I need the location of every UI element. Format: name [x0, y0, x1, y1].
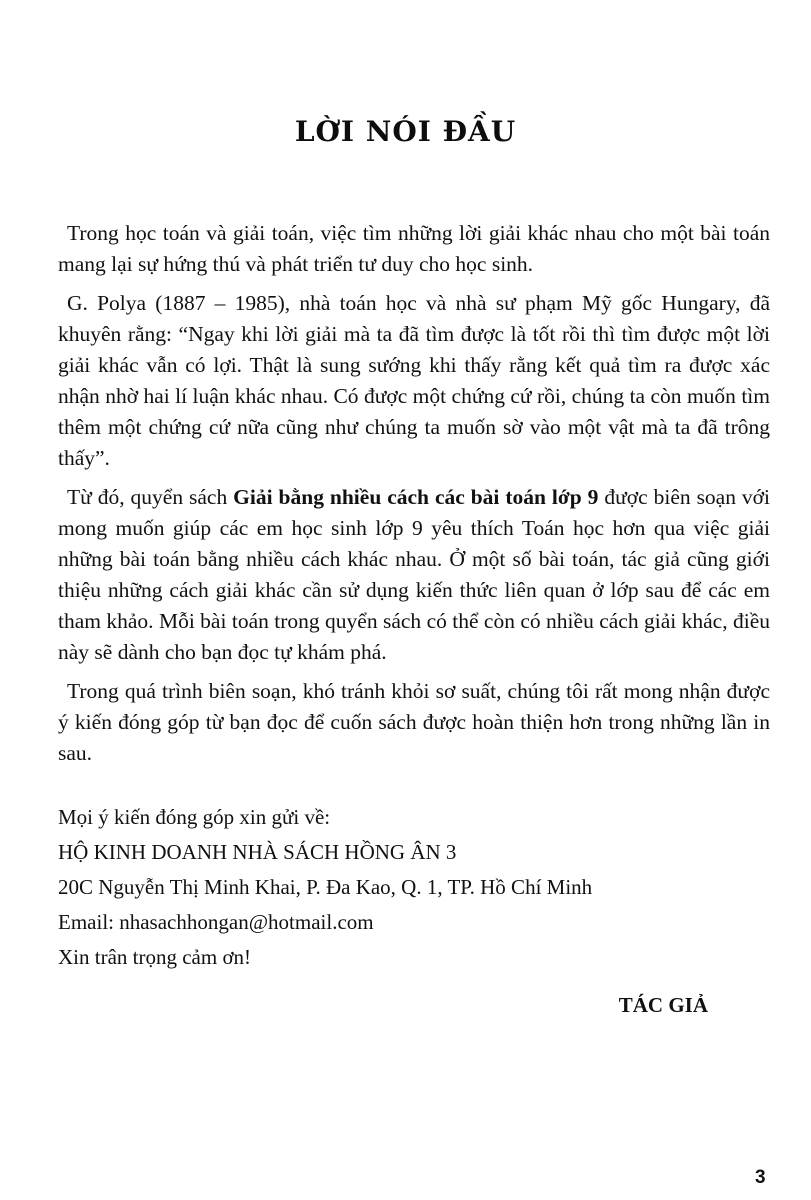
- paragraph-text: Từ đó, quyển sách: [67, 485, 234, 509]
- paragraph-1: [58, 218, 770, 280]
- paragraph-3: [58, 482, 770, 668]
- contact-intro: Mọi ý kiến đóng góp xin gửi về:: [58, 805, 331, 829]
- paragraph-text: Trong học toán và giải toán, việc tìm những lời giải khác nhau cho một bài toán mang lại sự hứng thú và phát triển tư duy cho học sinh.: [58, 221, 770, 276]
- contact-business: HỘ KINH DOANH NHÀ SÁCH HỒNG ÂN 3: [58, 840, 457, 864]
- contact-address: 20C Nguyễn Thị Minh Khai, P. Đa Kao, Q. 1, TP. Hồ Chí Minh: [58, 875, 593, 899]
- contact-thanks: Xin trân trọng cảm ơn!: [58, 945, 252, 969]
- page-title: LỜI NÓI ĐẦU: [294, 115, 517, 148]
- contact-block: [58, 802, 770, 977]
- paragraph-4: [58, 676, 770, 769]
- paragraph-2: [58, 288, 770, 474]
- paragraph-text: Trong quá trình biên soạn, khó tránh khỏi sơ suất, chúng tôi rất mong nhận được ý kiến đóng góp từ bạn đọc để cuốn sách được hoàn thiện hơn trong những lần in sau.: [58, 679, 770, 765]
- page-number: 3: [755, 1167, 766, 1188]
- paragraph-text: được biên soạn với mong muốn giúp các em học sinh lớp 9 yêu thích Toán học hơn qua việc giải những bài toán bằng nhiều cách khác nhau. Ở một số bài toán, tác giả cũng giới thiệu những cách giải khác cần sử dụng kiến thức liên quan ở lớp sau để các em tham khảo. Mỗi bài toán trong quyển sách có thể còn có nhiều cách giải khác, điều này sẽ dành cho bạn đọc tự khám phá.: [58, 485, 771, 664]
- preface-body: [58, 218, 770, 777]
- book-title: Giải bằng nhiều cách các bài toán lớp 9: [233, 485, 599, 509]
- author-signature: TÁC GIẢ: [618, 993, 708, 1017]
- paragraph-text: G. Polya (1887 – 1985), nhà toán học và nhà sư phạm Mỹ gốc Hungary, đã khuyên rằng: “Ngay khi lời giải mà ta đã tìm được là tốt rồi thì tìm được một lời giải khác vẫn có lợi. Thật là sung sướng khi thấy rằng kết quả tìm ra được xác nhận nhờ hai lí luận khác nhau. Có được một chứng cứ rồi, chúng ta còn muốn tìm thêm một chứng cứ nữa cũng như chúng ta muốn sờ vào một vật mà ta đã trông thấy”.: [58, 291, 770, 470]
- contact-email: Email: nhasachhongan@hotmail.com: [58, 910, 374, 934]
